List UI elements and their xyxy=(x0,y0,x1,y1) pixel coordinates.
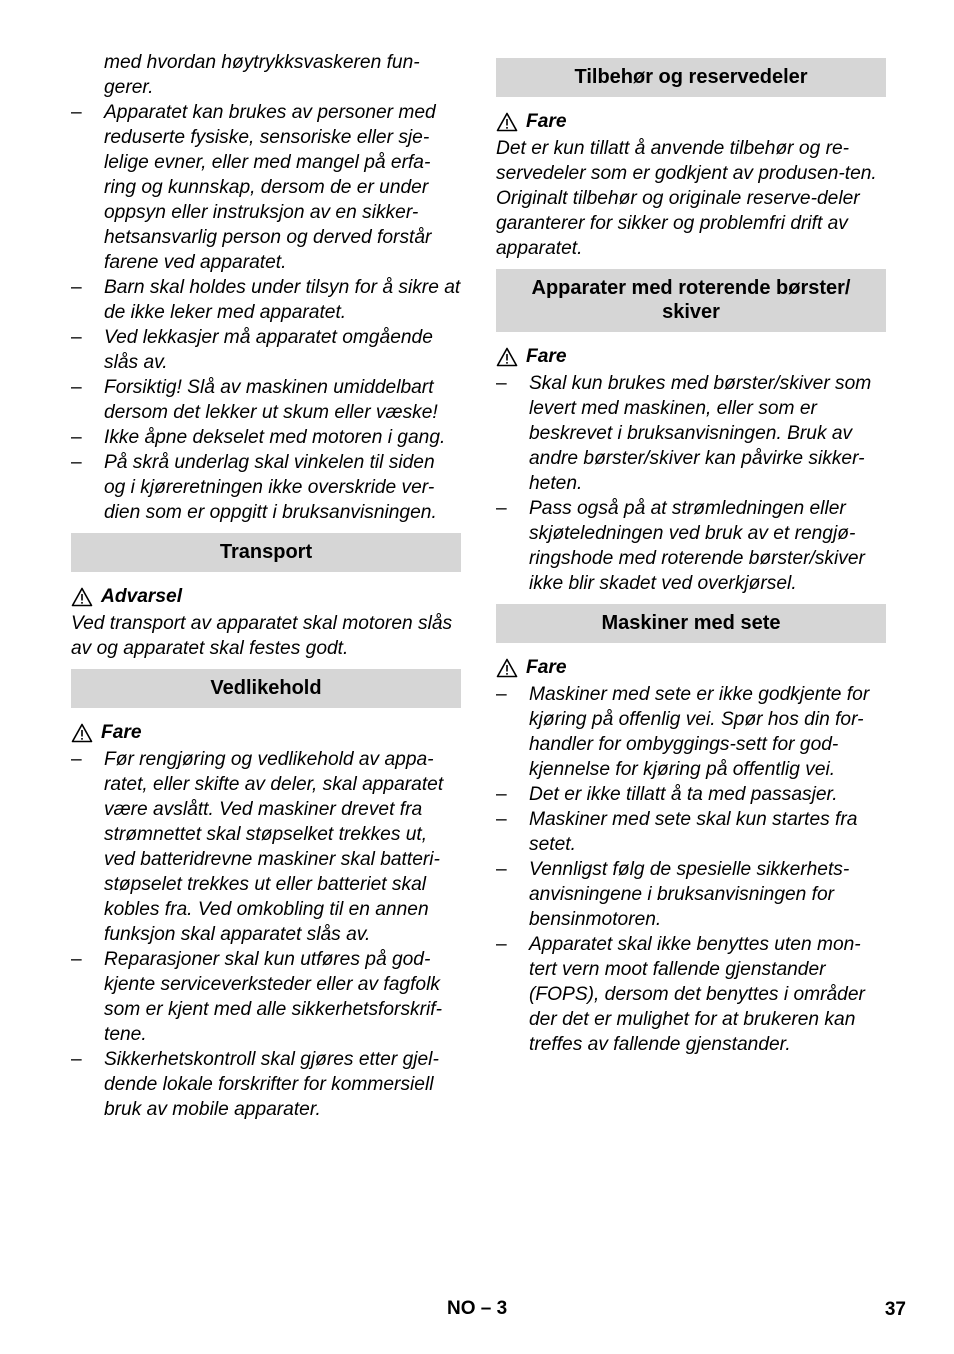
footer-language-page: NO – 3 xyxy=(447,1298,508,1319)
list-item: – Apparatet kan brukes av personer med reduserte fysiske, sensoriske eller sje-lelige evner, eller med mangel på erfa-ring og kunnskap, dersom de er under oppsyn eller instruksjon av en sikker-hetsansvarlig person og derved forstår farene ved apparatet. xyxy=(71,102,436,273)
warning-label: Fare xyxy=(496,655,886,680)
list-item: – Før rengjøring og vedlikehold av appa-ratet, eller skifte av deler, skal apparatet være avslått. Ved maskiner drevet fra strømnettet skal støpselket trekkes ut, ved batteridrevne maskiner skal batteri-støpselet trekkes ut eller batteriet skal kobles fra. Ved omkobling til en annen funksjon skal apparatet slås av. xyxy=(71,749,444,945)
dash-bullet: – xyxy=(496,859,507,880)
warning-label: Fare xyxy=(496,344,886,369)
dash-bullet: – xyxy=(71,327,82,348)
list-item: – Maskiner med sete er ikke godkjente for kjøring på offenlig vei. Spør hos din for-handler for ombyggings-sett for god-kjennelse for kjøring på offentlig vei. xyxy=(496,684,870,780)
dash-bullet: – xyxy=(71,949,82,970)
list-item: – Forsiktig! Slå av maskinen umiddelbart dersom det lekker ut skum eller væske! xyxy=(71,377,438,423)
dash-bullet: – xyxy=(71,277,82,298)
list-item: – Barn skal holdes under tilsyn for å sikre at de ikke leker med apparatet. xyxy=(71,277,461,323)
dash-bullet: – xyxy=(71,427,82,448)
list-item: – Ikke åpne dekselet med motoren i gang. xyxy=(71,427,446,448)
section-heading-vedlikehold: Vedlikehold xyxy=(71,669,461,708)
left-column xyxy=(71,50,461,1122)
warning-triangle-icon xyxy=(71,723,93,743)
warning-label: Advarsel xyxy=(71,584,461,609)
sete-list xyxy=(496,682,886,1057)
list-item: – Det er ikke tillatt å ta med passasjer. xyxy=(496,784,838,805)
warning-triangle-icon xyxy=(71,587,93,607)
list-item: – Apparatet skal ikke benyttes uten mon-tert vern moot fallende gjenstander (FOPS), dersom det benyttes i områder der det er mulighet for at brukeren kan treffes av fallende gjenstander. xyxy=(496,934,865,1055)
tilbehor-text: Det er kun tillatt å anvende tilbehør og re-servedeler som er godkjent av produsen-ten. Originalt tilbehør og originale reserve-deler garanterer for sikker og problemfri drift av apparatet. xyxy=(496,138,877,259)
section-heading-tilbehor: Tilbehør og reservedeler xyxy=(496,58,886,97)
transport-text: Ved transport av apparatet skal motoren slås av og apparatet skal festes godt. xyxy=(71,613,453,659)
section-heading-sete: Maskiner med sete xyxy=(496,604,886,643)
list-item: – Skal kun brukes med børster/skiver som levert med maskinen, eller som er beskrevet i bruksanvisningen. Bruk av andre børster/skiver kan påvirke sikker-heten. xyxy=(496,373,872,494)
warning-label: Fare xyxy=(496,109,886,134)
list-item: – Vennligst følg de spesielle sikkerhets-anvisningene i bruksanvisningen for bensinmotoren. xyxy=(496,859,850,930)
dash-bullet: – xyxy=(496,373,507,394)
list-item: – Sikkerhetskontroll skal gjøres etter gjel-dende lokale forskrifter for kommersiell bruk av mobile apparater. xyxy=(71,1049,439,1120)
list-item: – Maskiner med sete skal kun startes fra setet. xyxy=(496,809,858,855)
dash-bullet: – xyxy=(496,498,507,519)
intro-continuation: med hvordan høytrykksvaskeren fun-gerer. xyxy=(104,52,420,98)
list-item: – Pass også på at strømledningen eller skjøteledningen ved bruk av et rengjø-ringshode med roterende børster/skiver ikke blir skadet ved overkjørsel. xyxy=(496,498,865,594)
dash-bullet: – xyxy=(71,1049,82,1070)
dash-bullet: – xyxy=(496,784,507,805)
warning-triangle-icon xyxy=(496,658,518,678)
warning-triangle-icon xyxy=(496,347,518,367)
dash-bullet: – xyxy=(496,809,507,830)
intro-list xyxy=(71,100,461,525)
dash-bullet: – xyxy=(496,684,507,705)
section-heading-transport: Transport xyxy=(71,533,461,572)
section-heading-roterende: Apparater med roterende børster/ skiver xyxy=(496,269,886,332)
dash-bullet: – xyxy=(71,377,82,398)
list-item: – På skrå underlag skal vinkelen til siden og i kjøreretningen ikke overskride ver-dien som er oppgitt i bruksanvisningen. xyxy=(71,452,437,523)
right-column xyxy=(496,50,886,1057)
roterende-list xyxy=(496,371,886,596)
list-item: – Ved lekkasjer må apparatet omgående slås av. xyxy=(71,327,433,373)
warning-triangle-icon xyxy=(496,112,518,132)
page-number: 37 xyxy=(884,1299,906,1320)
dash-bullet: – xyxy=(71,749,82,770)
warning-label: Fare xyxy=(71,720,461,745)
list-item: – Reparasjoner skal kun utføres på god-kjente serviceverksteder eller av fagfolk som er kjent med alle sikkerhetsforskrif-tene. xyxy=(71,949,443,1045)
dash-bullet: – xyxy=(71,452,82,473)
dash-bullet: – xyxy=(496,934,507,955)
vedlikehold-list xyxy=(71,747,461,1122)
dash-bullet: – xyxy=(71,102,82,123)
